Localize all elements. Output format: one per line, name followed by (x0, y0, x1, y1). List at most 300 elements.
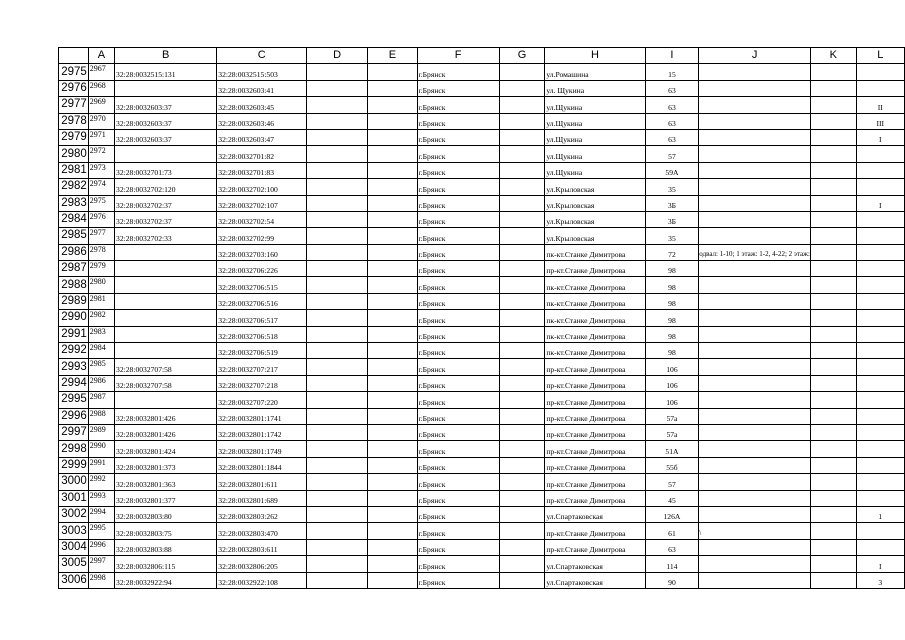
cell-h[interactable]: пр-кт.Станке Димитрова (545, 441, 645, 457)
cell-d[interactable] (307, 146, 368, 162)
cell-c[interactable]: 32:28:0032707:217 (217, 359, 307, 375)
cell-l[interactable] (856, 457, 904, 473)
cell-b[interactable] (115, 244, 217, 260)
cell-i[interactable]: 55б (645, 457, 699, 473)
cell-g[interactable] (499, 490, 545, 506)
row-header[interactable]: 2997 (59, 424, 89, 440)
cell-b[interactable]: 32:28:0032801:363 (115, 474, 217, 490)
cell-d[interactable] (307, 343, 368, 359)
cell-b[interactable]: 32:28:0032603:37 (115, 129, 217, 145)
cell-c[interactable]: 32:28:0032801:1749 (217, 441, 307, 457)
cell-d[interactable] (307, 556, 368, 572)
row-header[interactable]: 2979 (59, 129, 89, 145)
cell-d[interactable] (307, 113, 368, 129)
cell-c[interactable]: 32:28:0032603:45 (217, 97, 307, 113)
cell-k[interactable] (810, 474, 856, 490)
cell-h[interactable]: ул.Крыловская (545, 179, 645, 195)
row-header[interactable]: 3003 (59, 523, 89, 539)
cell-h[interactable]: ул.Крыловская (545, 195, 645, 211)
cell-c[interactable]: 32:28:0032515:503 (217, 64, 307, 80)
cell-k[interactable] (810, 523, 856, 539)
cell-i[interactable]: 98 (645, 293, 699, 309)
cell-j[interactable] (699, 539, 811, 555)
cell-a[interactable]: 2982 (88, 310, 114, 326)
cell-g[interactable] (499, 80, 545, 96)
cell-g[interactable] (499, 146, 545, 162)
row-header[interactable]: 3002 (59, 506, 89, 522)
cell-e[interactable] (368, 293, 417, 309)
cell-e[interactable] (368, 506, 417, 522)
cell-f[interactable]: г.Брянск (417, 80, 499, 96)
column-header-l[interactable]: L (856, 48, 904, 64)
cell-e[interactable] (368, 556, 417, 572)
cell-l[interactable] (856, 392, 904, 408)
cell-c[interactable]: 32:28:0032803:611 (217, 539, 307, 555)
cell-a[interactable]: 2997 (88, 556, 114, 572)
cell-f[interactable]: г.Брянск (417, 179, 499, 195)
cell-c[interactable]: 32:28:0032706:517 (217, 310, 307, 326)
cell-b[interactable]: 32:28:0032707:58 (115, 359, 217, 375)
cell-l[interactable] (856, 211, 904, 227)
column-header-h[interactable]: H (545, 48, 645, 64)
cell-k[interactable] (810, 211, 856, 227)
cell-a[interactable]: 2991 (88, 457, 114, 473)
cell-d[interactable] (307, 408, 368, 424)
cell-g[interactable] (499, 162, 545, 178)
cell-a[interactable]: 2977 (88, 228, 114, 244)
row-header[interactable]: 2999 (59, 457, 89, 473)
cell-i[interactable]: 57 (645, 146, 699, 162)
cell-f[interactable]: г.Брянск (417, 293, 499, 309)
cell-b[interactable]: 32:28:0032603:37 (115, 113, 217, 129)
cell-c[interactable]: 32:28:0032702:99 (217, 228, 307, 244)
cell-h[interactable]: пр-кт.Станке Димитрова (545, 490, 645, 506)
cell-h[interactable]: ул. Щукина (545, 80, 645, 96)
cell-e[interactable] (368, 441, 417, 457)
cell-g[interactable] (499, 523, 545, 539)
row-header[interactable]: 2991 (59, 326, 89, 342)
column-header-c[interactable]: C (217, 48, 307, 64)
cell-d[interactable] (307, 211, 368, 227)
column-header-g[interactable]: G (499, 48, 545, 64)
cell-i[interactable]: 63 (645, 129, 699, 145)
cell-f[interactable]: г.Брянск (417, 97, 499, 113)
cell-k[interactable] (810, 375, 856, 391)
cell-c[interactable]: 32:28:0032702:107 (217, 195, 307, 211)
cell-i[interactable]: 63 (645, 539, 699, 555)
cell-e[interactable] (368, 64, 417, 80)
cell-i[interactable]: 45 (645, 490, 699, 506)
cell-g[interactable] (499, 277, 545, 293)
cell-j[interactable]: одвал: 1-10; 1 этаж: 1-2, 4-22; 2 этаж: (699, 244, 811, 260)
cell-l[interactable] (856, 64, 904, 80)
cell-b[interactable]: 32:28:0032702:120 (115, 179, 217, 195)
cell-f[interactable]: г.Брянск (417, 228, 499, 244)
cell-j[interactable] (699, 113, 811, 129)
cell-a[interactable]: 2968 (88, 80, 114, 96)
row-header[interactable]: 2992 (59, 343, 89, 359)
cell-k[interactable] (810, 392, 856, 408)
cell-b[interactable]: 32:28:0032803:80 (115, 506, 217, 522)
cell-l[interactable]: 1 (856, 506, 904, 522)
cell-d[interactable] (307, 506, 368, 522)
cell-a[interactable]: 2973 (88, 162, 114, 178)
cell-j[interactable] (699, 490, 811, 506)
cell-k[interactable] (810, 228, 856, 244)
row-header[interactable]: 2988 (59, 277, 89, 293)
cell-l[interactable] (856, 441, 904, 457)
cell-e[interactable] (368, 195, 417, 211)
cell-k[interactable] (810, 572, 856, 588)
cell-f[interactable]: г.Брянск (417, 261, 499, 277)
cell-c[interactable]: 32:28:0032703:160 (217, 244, 307, 260)
cell-f[interactable]: г.Брянск (417, 162, 499, 178)
cell-g[interactable] (499, 424, 545, 440)
cell-g[interactable] (499, 441, 545, 457)
cell-f[interactable]: г.Брянск (417, 457, 499, 473)
cell-i[interactable]: 106 (645, 375, 699, 391)
cell-i[interactable]: 3Б (645, 211, 699, 227)
row-header[interactable]: 2978 (59, 113, 89, 129)
cell-g[interactable] (499, 129, 545, 145)
cell-d[interactable] (307, 490, 368, 506)
cell-l[interactable]: 3 (856, 572, 904, 588)
cell-a[interactable]: 2988 (88, 408, 114, 424)
cell-j[interactable] (699, 572, 811, 588)
cell-l[interactable]: III (856, 113, 904, 129)
row-header[interactable]: 2995 (59, 392, 89, 408)
cell-k[interactable] (810, 343, 856, 359)
cell-b[interactable] (115, 146, 217, 162)
cell-e[interactable] (368, 474, 417, 490)
cell-d[interactable] (307, 375, 368, 391)
cell-g[interactable] (499, 310, 545, 326)
column-header-d[interactable]: D (307, 48, 368, 64)
cell-l[interactable] (856, 179, 904, 195)
cell-h[interactable]: пк-кт.Станке Димитрова (545, 310, 645, 326)
cell-f[interactable]: г.Брянск (417, 572, 499, 588)
cell-b[interactable]: 32:28:0032801:426 (115, 424, 217, 440)
cell-k[interactable] (810, 441, 856, 457)
cell-k[interactable] (810, 359, 856, 375)
row-header[interactable]: 2998 (59, 441, 89, 457)
cell-g[interactable] (499, 572, 545, 588)
cell-c[interactable]: 32:28:0032603:47 (217, 129, 307, 145)
cell-a[interactable]: 2992 (88, 474, 114, 490)
cell-j[interactable] (699, 146, 811, 162)
cell-e[interactable] (368, 392, 417, 408)
cell-h[interactable]: пр-кт.Станке Димитрова (545, 261, 645, 277)
row-header[interactable]: 2996 (59, 408, 89, 424)
cell-g[interactable] (499, 343, 545, 359)
cell-g[interactable] (499, 261, 545, 277)
cell-k[interactable] (810, 326, 856, 342)
cell-l[interactable]: I (856, 129, 904, 145)
cell-i[interactable]: 57а (645, 424, 699, 440)
cell-k[interactable] (810, 424, 856, 440)
cell-e[interactable] (368, 375, 417, 391)
cell-a[interactable]: 2981 (88, 293, 114, 309)
cell-f[interactable]: г.Брянск (417, 326, 499, 342)
cell-i[interactable]: 63 (645, 113, 699, 129)
cell-e[interactable] (368, 97, 417, 113)
cell-l[interactable] (856, 490, 904, 506)
cell-k[interactable] (810, 97, 856, 113)
cell-f[interactable]: г.Брянск (417, 539, 499, 555)
cell-j[interactable] (699, 392, 811, 408)
cell-i[interactable]: 35 (645, 228, 699, 244)
cell-i[interactable]: 59А (645, 162, 699, 178)
row-header[interactable]: 2982 (59, 179, 89, 195)
cell-k[interactable] (810, 162, 856, 178)
cell-f[interactable]: г.Брянск (417, 244, 499, 260)
cell-f[interactable]: г.Брянск (417, 146, 499, 162)
cell-k[interactable] (810, 457, 856, 473)
cell-b[interactable] (115, 261, 217, 277)
cell-c[interactable]: 32:28:0032603:41 (217, 80, 307, 96)
cell-j[interactable] (699, 277, 811, 293)
cell-h[interactable]: пр-кт.Станке Димитрова (545, 539, 645, 555)
cell-f[interactable]: г.Брянск (417, 64, 499, 80)
cell-g[interactable] (499, 506, 545, 522)
row-header[interactable]: 3005 (59, 556, 89, 572)
cell-h[interactable]: ул.Спартаковская (545, 572, 645, 588)
cell-l[interactable] (856, 343, 904, 359)
cell-l[interactable] (856, 80, 904, 96)
cell-g[interactable] (499, 195, 545, 211)
cell-d[interactable] (307, 97, 368, 113)
cell-f[interactable]: г.Брянск (417, 359, 499, 375)
cell-l[interactable] (856, 310, 904, 326)
cell-b[interactable]: 32:28:0032801:373 (115, 457, 217, 473)
cell-k[interactable] (810, 179, 856, 195)
cell-h[interactable]: ул.Щукина (545, 162, 645, 178)
cell-j[interactable] (699, 211, 811, 227)
cell-a[interactable]: 2974 (88, 179, 114, 195)
cell-i[interactable]: 98 (645, 261, 699, 277)
cell-a[interactable]: 2990 (88, 441, 114, 457)
cell-g[interactable] (499, 539, 545, 555)
cell-k[interactable] (810, 408, 856, 424)
cell-k[interactable] (810, 277, 856, 293)
cell-a[interactable]: 2978 (88, 244, 114, 260)
cell-c[interactable]: 32:28:0032801:689 (217, 490, 307, 506)
cell-h[interactable]: пр-кт.Станке Димитрова (545, 392, 645, 408)
cell-g[interactable] (499, 228, 545, 244)
cell-j[interactable] (699, 310, 811, 326)
cell-l[interactable] (856, 261, 904, 277)
cell-l[interactable] (856, 375, 904, 391)
cell-c[interactable]: 32:28:0032801:611 (217, 474, 307, 490)
cell-b[interactable] (115, 277, 217, 293)
cell-h[interactable]: ул.Спартаковская (545, 506, 645, 522)
cell-j[interactable] (699, 343, 811, 359)
cell-b[interactable] (115, 392, 217, 408)
cell-l[interactable] (856, 277, 904, 293)
cell-j[interactable] (699, 375, 811, 391)
cell-c[interactable]: 32:28:0032702:100 (217, 179, 307, 195)
cell-j[interactable] (699, 162, 811, 178)
cell-e[interactable] (368, 539, 417, 555)
cell-e[interactable] (368, 113, 417, 129)
cell-l[interactable] (856, 424, 904, 440)
cell-l[interactable] (856, 474, 904, 490)
cell-k[interactable] (810, 556, 856, 572)
cell-b[interactable] (115, 80, 217, 96)
cell-e[interactable] (368, 424, 417, 440)
column-header-j[interactable]: J (699, 48, 811, 64)
cell-b[interactable]: 32:28:0032707:58 (115, 375, 217, 391)
cell-h[interactable]: ул.Крыловская (545, 228, 645, 244)
cell-e[interactable] (368, 310, 417, 326)
cell-a[interactable]: 2971 (88, 129, 114, 145)
cell-h[interactable]: пк-кт.Станке Димитрова (545, 293, 645, 309)
cell-i[interactable]: 98 (645, 277, 699, 293)
cell-d[interactable] (307, 326, 368, 342)
cell-l[interactable]: I (856, 556, 904, 572)
cell-h[interactable]: пр-кт.Станке Димитрова (545, 424, 645, 440)
cell-i[interactable]: 126А (645, 506, 699, 522)
cell-b[interactable]: 32:28:0032806:115 (115, 556, 217, 572)
row-header[interactable]: 2990 (59, 310, 89, 326)
cell-j[interactable] (699, 228, 811, 244)
cell-a[interactable]: 2987 (88, 392, 114, 408)
cell-g[interactable] (499, 392, 545, 408)
cell-b[interactable]: 32:28:0032801:424 (115, 441, 217, 457)
cell-g[interactable] (499, 97, 545, 113)
cell-j[interactable]: \ (699, 523, 811, 539)
cell-c[interactable]: 32:28:0032803:470 (217, 523, 307, 539)
cell-i[interactable]: 15 (645, 64, 699, 80)
cell-f[interactable]: г.Брянск (417, 523, 499, 539)
cell-d[interactable] (307, 474, 368, 490)
cell-j[interactable] (699, 474, 811, 490)
cell-d[interactable] (307, 244, 368, 260)
cell-e[interactable] (368, 179, 417, 195)
cell-k[interactable] (810, 113, 856, 129)
cell-j[interactable] (699, 359, 811, 375)
cell-j[interactable] (699, 195, 811, 211)
cell-l[interactable] (856, 228, 904, 244)
cell-g[interactable] (499, 556, 545, 572)
cell-a[interactable]: 2995 (88, 523, 114, 539)
cell-c[interactable]: 32:28:0032706:226 (217, 261, 307, 277)
row-header[interactable]: 2994 (59, 375, 89, 391)
cell-i[interactable]: 98 (645, 343, 699, 359)
cell-f[interactable]: г.Брянск (417, 211, 499, 227)
cell-c[interactable]: 32:28:0032603:46 (217, 113, 307, 129)
cell-j[interactable] (699, 261, 811, 277)
cell-k[interactable] (810, 146, 856, 162)
row-header[interactable]: 3000 (59, 474, 89, 490)
cell-e[interactable] (368, 146, 417, 162)
cell-k[interactable] (810, 293, 856, 309)
cell-d[interactable] (307, 162, 368, 178)
cell-b[interactable]: 32:28:0032702:37 (115, 195, 217, 211)
cell-i[interactable]: 72 (645, 244, 699, 260)
cell-a[interactable]: 2984 (88, 343, 114, 359)
cell-l[interactable]: II (856, 97, 904, 113)
cell-c[interactable]: 32:28:0032801:1741 (217, 408, 307, 424)
column-header-k[interactable]: K (810, 48, 856, 64)
cell-e[interactable] (368, 129, 417, 145)
cell-a[interactable]: 2979 (88, 261, 114, 277)
cell-j[interactable] (699, 424, 811, 440)
cell-e[interactable] (368, 408, 417, 424)
column-header-e[interactable]: E (368, 48, 417, 64)
cell-d[interactable] (307, 228, 368, 244)
cell-f[interactable]: г.Брянск (417, 129, 499, 145)
cell-j[interactable] (699, 408, 811, 424)
column-header-a[interactable]: A (88, 48, 114, 64)
cell-f[interactable]: г.Брянск (417, 424, 499, 440)
cell-g[interactable] (499, 113, 545, 129)
cell-j[interactable] (699, 326, 811, 342)
cell-g[interactable] (499, 244, 545, 260)
cell-c[interactable]: 32:28:0032707:220 (217, 392, 307, 408)
cell-g[interactable] (499, 359, 545, 375)
cell-c[interactable]: 32:28:0032803:262 (217, 506, 307, 522)
cell-b[interactable]: 32:28:0032701:73 (115, 162, 217, 178)
cell-d[interactable] (307, 392, 368, 408)
cell-l[interactable] (856, 293, 904, 309)
cell-e[interactable] (368, 228, 417, 244)
cell-h[interactable]: ул.Щукина (545, 97, 645, 113)
row-header[interactable]: 2987 (59, 261, 89, 277)
cell-d[interactable] (307, 195, 368, 211)
cell-a[interactable]: 2975 (88, 195, 114, 211)
cell-g[interactable] (499, 179, 545, 195)
cell-i[interactable]: 98 (645, 310, 699, 326)
cell-f[interactable]: г.Брянск (417, 343, 499, 359)
cell-c[interactable]: 32:28:0032801:1742 (217, 424, 307, 440)
cell-e[interactable] (368, 261, 417, 277)
cell-g[interactable] (499, 211, 545, 227)
cell-h[interactable]: пр-кт.Станке Димитрова (545, 474, 645, 490)
cell-c[interactable]: 32:28:0032706:519 (217, 343, 307, 359)
row-header[interactable]: 2984 (59, 211, 89, 227)
cell-e[interactable] (368, 343, 417, 359)
cell-k[interactable] (810, 80, 856, 96)
cell-d[interactable] (307, 129, 368, 145)
cell-g[interactable] (499, 64, 545, 80)
cell-i[interactable]: 57 (645, 474, 699, 490)
cell-i[interactable]: 3Б (645, 195, 699, 211)
cell-g[interactable] (499, 474, 545, 490)
cell-a[interactable]: 2989 (88, 424, 114, 440)
cell-f[interactable]: г.Брянск (417, 277, 499, 293)
cell-f[interactable]: г.Брянск (417, 392, 499, 408)
cell-k[interactable] (810, 490, 856, 506)
cell-i[interactable]: 98 (645, 326, 699, 342)
cell-l[interactable] (856, 523, 904, 539)
cell-h[interactable]: ул.Крыловская (545, 211, 645, 227)
cell-k[interactable] (810, 506, 856, 522)
cell-f[interactable]: г.Брянск (417, 506, 499, 522)
cell-k[interactable] (810, 129, 856, 145)
cell-c[interactable]: 32:28:0032801:1844 (217, 457, 307, 473)
cell-k[interactable] (810, 64, 856, 80)
cell-c[interactable]: 32:28:0032706:518 (217, 326, 307, 342)
cell-f[interactable]: г.Брянск (417, 310, 499, 326)
column-header-b[interactable]: B (115, 48, 217, 64)
cell-l[interactable] (856, 162, 904, 178)
cell-a[interactable]: 2994 (88, 506, 114, 522)
cell-a[interactable]: 2967 (88, 64, 114, 80)
cell-h[interactable]: ул.Щукина (545, 146, 645, 162)
cell-k[interactable] (810, 539, 856, 555)
row-header[interactable]: 2977 (59, 97, 89, 113)
